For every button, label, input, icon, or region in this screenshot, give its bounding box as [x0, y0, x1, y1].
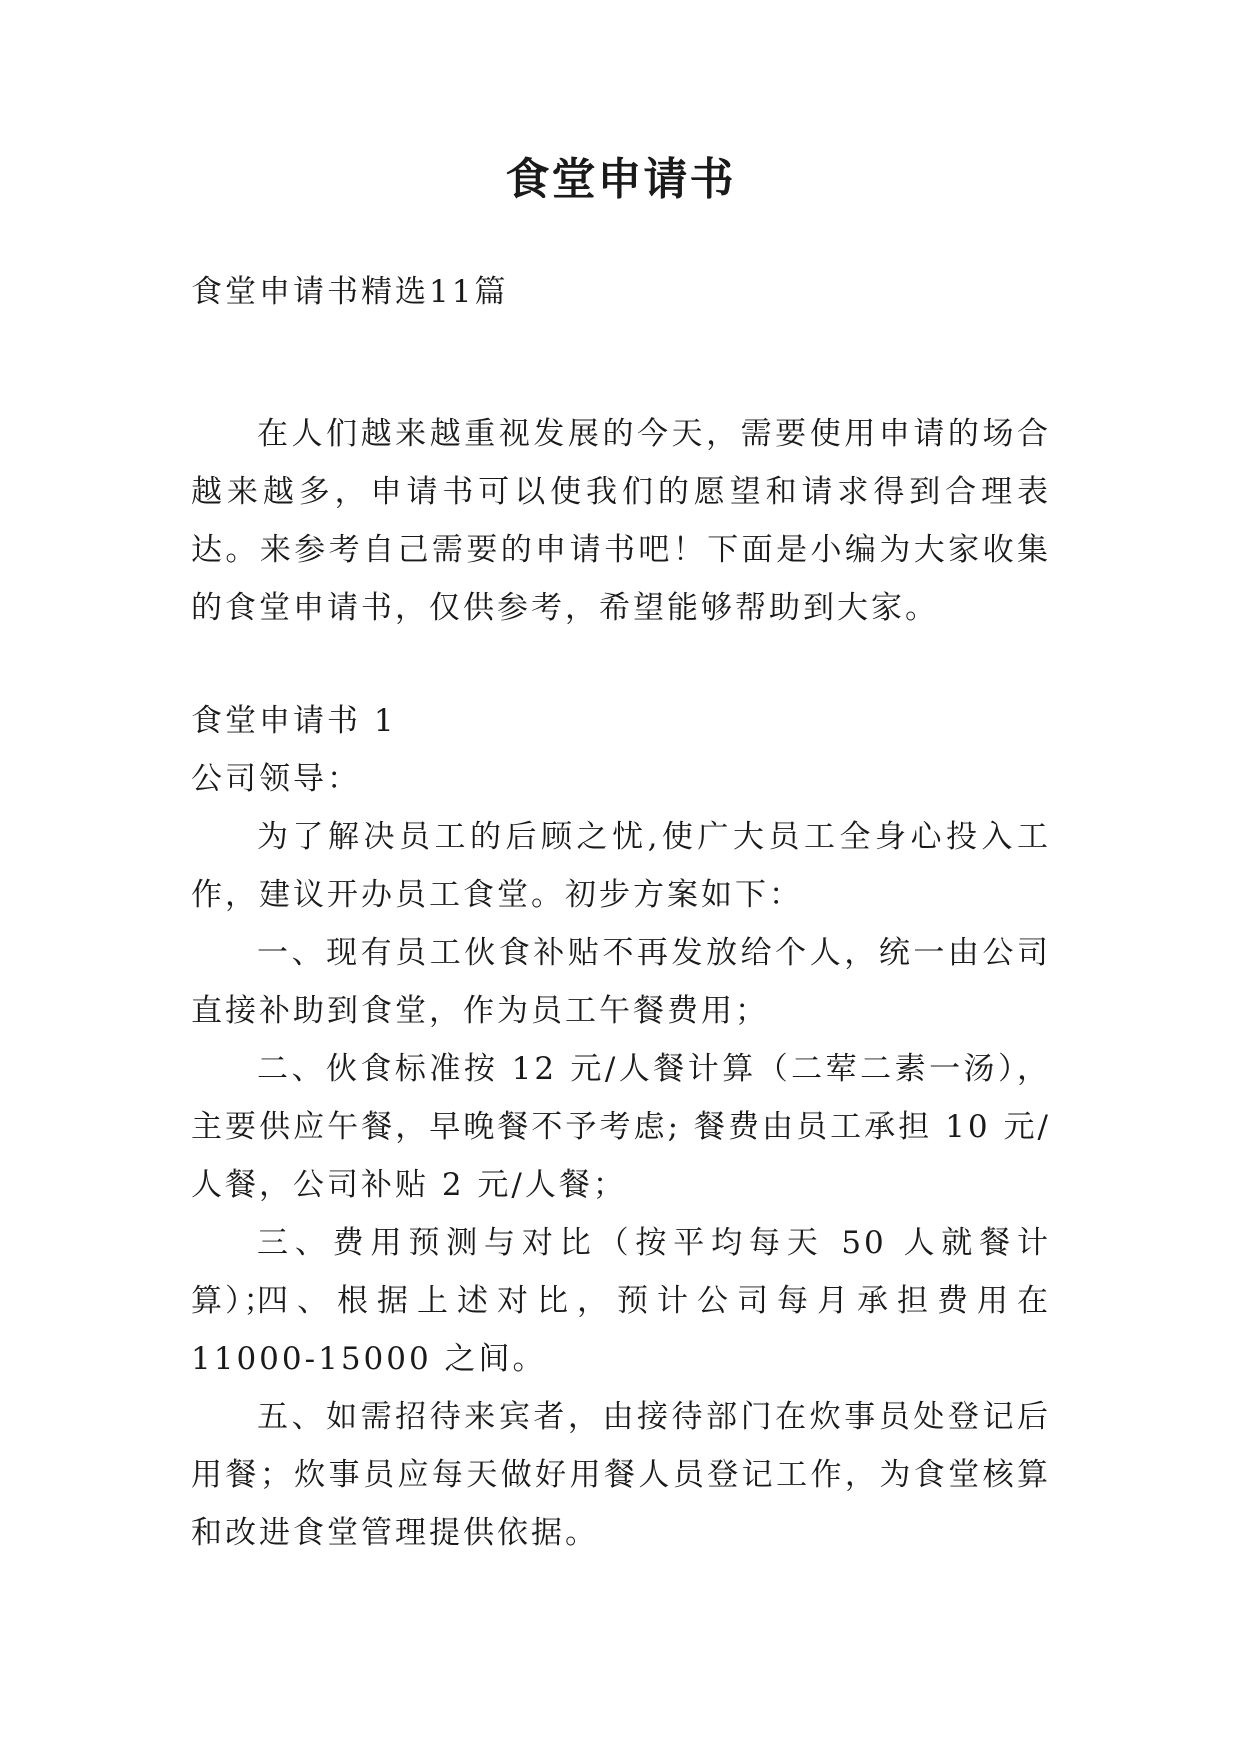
section-heading: 食堂申请书 1	[191, 703, 397, 739]
document-subtitle: 食堂申请书精选11篇	[191, 274, 509, 310]
body-paragraph-6: 五、如需招待来宾者，由接待部门在炊事员处登记后用餐；炊事员应每天做好用餐人员登记工作，为食堂核算和改进食堂管理提供依据。	[191, 1399, 1051, 1551]
document-title: 食堂申请书	[505, 154, 736, 205]
salutation: 公司领导：	[191, 761, 361, 797]
body-paragraph-2: 一、现有员工伙食补贴不再发放给个人，统一由公司直接补助到食堂，作为员工午餐费用；	[191, 935, 1051, 1029]
intro-paragraph: 在人们越来越重视发展的今天，需要使用申请的场合越来越多，申请书可以使我们的愿望和请求得到合理表达。来参考自己需要的申请书吧！下面是小编为大家收集的食堂申请书，仅供参考，希望能够帮助到大家。	[191, 416, 1051, 626]
body-paragraph-4: 三、费用预测与对比（按平均每天 50 人就餐计算）；	[191, 1225, 1051, 1319]
body-paragraph-1: 为了解决员工的后顾之忧,使广大员工全身心投入工作，建议开办员工食堂。初步方案如下：	[191, 819, 1051, 913]
body-paragraph-5: 四、根据上述对比，预计公司每月承担费用在 11000-15000 之间。	[191, 1283, 1051, 1377]
body-paragraph-3: 二、伙食标准按 12 元/人餐计算（二荤二素一汤），主要供应午餐，早晚餐不予考虑; 餐费由员工承担 10 元/人餐，公司补贴 2 元/人餐；	[191, 1051, 1051, 1203]
